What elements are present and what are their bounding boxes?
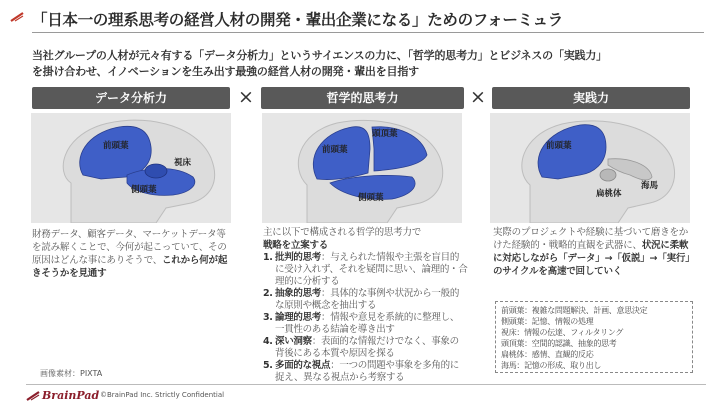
note-line: 海馬：記憶の形成、取り出し xyxy=(501,361,602,370)
brain-illustration-3 xyxy=(490,113,690,223)
desc-data-analysis xyxy=(32,228,232,280)
brain-region-notes xyxy=(495,301,693,373)
list-item-number: 1. xyxy=(263,252,273,263)
lead-line-2: を掛け合わせ、イノベーションを生み出す最強の経営人材の開発・輩出を目指す xyxy=(32,65,419,78)
header-practice: 実践力 xyxy=(492,87,690,109)
list-item-text: ：表面的な情報だけでなく、事象の背後にある本質や原因を探る xyxy=(275,336,459,359)
desc-philosophical-intro xyxy=(263,226,468,252)
list-item-term: 多面的な視点 xyxy=(275,360,331,371)
list-item xyxy=(263,288,468,312)
list-item-number: 5. xyxy=(263,360,273,371)
intro-text: 主に以下で構成される哲学的思考力で xyxy=(263,227,422,238)
note-line: 視床：情報の伝達、フィルタリング xyxy=(501,328,624,337)
list-item-term: 抽象的思考 xyxy=(275,288,322,299)
desc-practice-bold: 状況に柔軟に対応しながら「データ」→「仮説」→「実行」のサイクルを高速で回していく xyxy=(493,240,690,277)
list-item-term: 批判的思考 xyxy=(275,252,322,263)
brain-label-frontal: 前頭葉 xyxy=(546,141,572,151)
brainpad-logo xyxy=(26,389,99,402)
brain-label-amygdala: 扁桃体 xyxy=(596,189,622,199)
header-data-analysis: データ分析力 xyxy=(32,87,230,109)
list-item xyxy=(263,336,468,360)
brain-label-temporal: 側頭葉 xyxy=(358,193,384,203)
title-divider xyxy=(32,32,704,33)
image-credit: 画像素材：PIXTA xyxy=(40,369,103,378)
page-title: 「日本一の理系思考の経営人材の開発・輩出企業になる」ためのフォーミュラ xyxy=(32,11,563,29)
list-item-text: ：情報や意見を系統的に整理し、一貫性のある結論を導き出す xyxy=(275,312,460,335)
list-item-text: ：与えられた情報や主張を盲目的に受け入れず、それを疑問に思い、論理的・合理的に分析する xyxy=(275,252,468,287)
copyright-text: ©BrainPad Inc. Strictly Confidential xyxy=(100,391,225,399)
intro-bold: 戦略を立案する xyxy=(263,240,329,251)
list-item xyxy=(263,252,468,288)
list-item-number: 4. xyxy=(263,336,273,347)
note-line: 前頭葉：複雑な問題解決、計画、意思決定 xyxy=(501,306,648,315)
note-line: 頭頂葉：空間的認識、抽象的思考 xyxy=(501,339,617,348)
brain-label-temporal: 側頭葉 xyxy=(131,185,157,195)
note-line: 扁桃体：感情、直観的反応 xyxy=(501,350,594,359)
desc-data-analysis-text: 財務データ、顧客データ、マーケットデータ等を読み解くことで、今何が起こっていて、その原因はどんな事にありそうで、 xyxy=(32,229,227,266)
list-item-number: 3. xyxy=(263,312,273,323)
brain-image-data-analysis xyxy=(31,113,231,223)
footer-divider xyxy=(26,384,706,385)
list-item xyxy=(263,312,468,336)
lead-text xyxy=(32,48,702,80)
list-item-text: ：一つの問題や事象を多角的に捉え、異なる視点から考察する xyxy=(275,360,460,383)
note-line: 側頭葉：記憶、情報の処理 xyxy=(501,317,594,326)
brain-image-practice xyxy=(490,113,690,223)
list-item-text: ：具体的な事例や状況から一般的な原則や概念を抽出する xyxy=(275,288,460,311)
list-item-number: 2. xyxy=(263,288,273,299)
list-item-term: 論理的思考 xyxy=(275,312,322,323)
brain-illustration-2 xyxy=(262,113,462,223)
logo-mark-icon xyxy=(26,391,40,401)
brain-label-thalamus: 視床 xyxy=(174,158,192,168)
brain-label-hippocampus: 海馬 xyxy=(641,181,659,191)
title-accent-icon xyxy=(10,12,24,22)
philosophical-list xyxy=(263,252,468,384)
times-operator-2: × xyxy=(470,86,486,108)
header-philosophical-thinking: 哲学的思考力 xyxy=(261,87,464,109)
brain-label-frontal: 前頭葉 xyxy=(103,141,129,151)
list-item xyxy=(263,360,468,384)
desc-practice xyxy=(493,226,693,278)
desc-practice-text: 実際のプロジェクトや経験に基づいて磨きをかけた経験的・戦略的直観を武器に、 xyxy=(493,227,689,251)
list-item-term: 深い洞察 xyxy=(275,336,312,347)
brain-image-philosophical xyxy=(262,113,462,223)
lead-line-1: 当社グループの人材が元々有する「データ分析力」というサイエンスの力に、「哲学的思考力」とビジネスの「実践力」 xyxy=(32,49,607,62)
logo-text: BrainPad xyxy=(42,389,100,402)
brain-label-parietal: 頭頂葉 xyxy=(372,129,398,139)
desc-data-analysis-bold: これから何が起きそうかを見通す xyxy=(32,255,228,279)
brain-label-frontal: 前頭葉 xyxy=(322,145,348,155)
brain-illustration-1 xyxy=(31,113,231,223)
times-operator-1: × xyxy=(238,86,254,108)
